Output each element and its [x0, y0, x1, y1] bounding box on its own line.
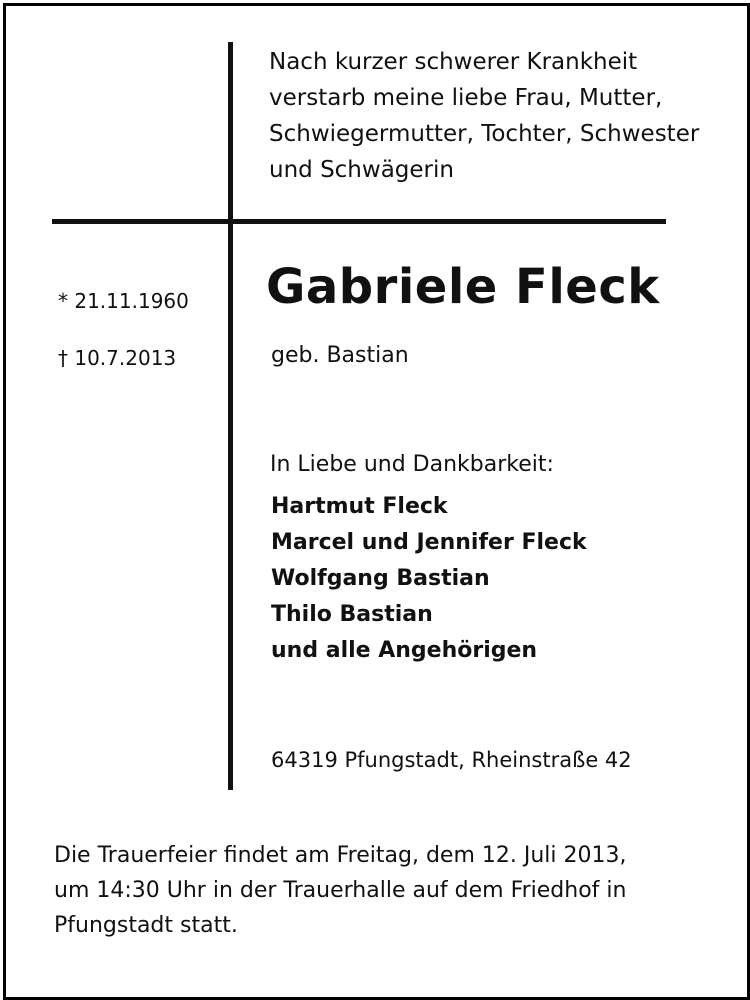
- family-address: 64319 Pfungstadt, Rheinstraße 42: [271, 748, 632, 772]
- death-date: † 10.7.2013: [58, 346, 177, 370]
- intro-line: verstarb meine liebe Frau, Mutter,: [269, 85, 663, 111]
- funeral-service-info: [54, 838, 714, 943]
- mourner-name: Thilo Bastian: [271, 602, 433, 627]
- service-line: um 14:30 Uhr in der Trauerhalle auf dem Friedhof in: [54, 878, 627, 903]
- intro-line: Schwiegermutter, Tochter, Schwester: [269, 121, 700, 147]
- intro-line: Nach kurzer schwerer Krankheit: [269, 49, 638, 75]
- mourner-name: und alle Angehörigen: [271, 638, 538, 663]
- cross-horizontal-bar: [52, 219, 666, 224]
- mourners-list: [271, 489, 587, 669]
- intro-text: [269, 44, 729, 188]
- mourner-name: Hartmut Fleck: [271, 494, 448, 519]
- birth-date: * 21.11.1960: [58, 289, 189, 313]
- mourners-heading: In Liebe und Dankbarkeit:: [270, 452, 554, 477]
- deceased-name: Gabriele Fleck: [266, 259, 660, 315]
- maiden-name: geb. Bastian: [271, 343, 409, 368]
- intro-line: und Schwägerin: [269, 157, 454, 183]
- service-line: Pfungstadt statt.: [54, 913, 238, 938]
- cross-vertical-bar: [228, 42, 233, 790]
- service-line: Die Trauerfeier findet am Freitag, dem 12. Juli 2013,: [54, 843, 627, 868]
- mourner-name: Marcel und Jennifer Fleck: [271, 530, 587, 555]
- mourner-name: Wolfgang Bastian: [271, 566, 490, 591]
